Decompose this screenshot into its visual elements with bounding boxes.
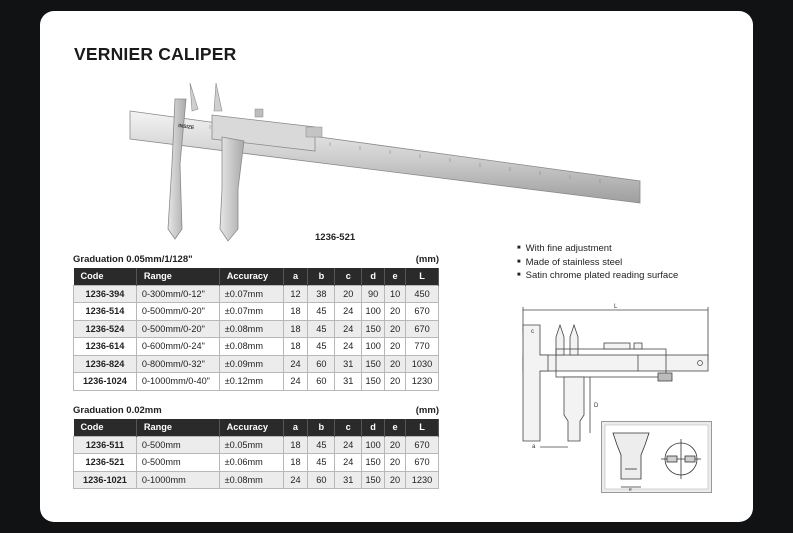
table-cell: 18 (283, 338, 308, 356)
table-cell: 24 (335, 454, 362, 472)
table-cell: 0-500mm (136, 436, 219, 454)
table-cell: 150 (362, 454, 385, 472)
caliper-photo (120, 69, 650, 249)
table-cell: 0-1000mm/0-40" (136, 373, 219, 391)
table-cell: 45 (308, 303, 335, 321)
table-row (74, 373, 439, 391)
code-cell: 1236-614 (74, 338, 137, 356)
code-cell: 1236-394 (74, 285, 137, 303)
table-cell: 60 (308, 373, 335, 391)
table-cell: 45 (308, 338, 335, 356)
table-cell: 24 (335, 320, 362, 338)
dim-label-L: L (614, 304, 618, 310)
code-cell: 1236-1024 (74, 373, 137, 391)
column-header-code: Code (74, 268, 137, 285)
section2-title: Graduation 0.02mm (73, 405, 162, 416)
code-cell: 1236-824 (74, 355, 137, 373)
table-cell: 45 (308, 436, 335, 454)
column-header-b: b (308, 419, 335, 436)
table-cell: 10 (385, 285, 406, 303)
table-cell: 670 (406, 303, 439, 321)
column-header-e: e (385, 268, 406, 285)
table-cell: 0-600mm/0-24" (136, 338, 219, 356)
table-cell: 18 (283, 320, 308, 338)
table-row (74, 471, 439, 489)
table-cell: 770 (406, 338, 439, 356)
table-cell: 20 (385, 454, 406, 472)
table-cell: 45 (308, 454, 335, 472)
table-cell: 20 (385, 355, 406, 373)
table-header-row (74, 419, 439, 436)
table-cell: 0-1000mm (136, 471, 219, 489)
table-cell: 18 (283, 303, 308, 321)
list-item: ■ Satin chrome plated reading surface (517, 269, 678, 283)
column-header-c: c (335, 419, 362, 436)
table-cell: 150 (362, 355, 385, 373)
column-header-c: c (335, 268, 362, 285)
model-label: 1236-521 (315, 232, 356, 243)
column-header-e: e (385, 419, 406, 436)
table-cell: 0-800mm/0-32" (136, 355, 219, 373)
dim-label-e: e (629, 487, 632, 493)
section1-unit: (mm) (415, 254, 439, 265)
table-row (74, 355, 439, 373)
table-cell: 18 (283, 454, 308, 472)
table-cell: 100 (362, 436, 385, 454)
table-cell: 0-500mm (136, 454, 219, 472)
table-cell: 20 (335, 285, 362, 303)
table-cell: 150 (362, 373, 385, 391)
table-cell: 20 (385, 303, 406, 321)
dim-label-d: D (594, 403, 599, 409)
table-cell: 0-500mm/0-20" (136, 303, 219, 321)
table-cell: 150 (362, 320, 385, 338)
table-cell: 90 (362, 285, 385, 303)
table-cell: 1230 (406, 471, 439, 489)
table-cell: 450 (406, 285, 439, 303)
feature-list (517, 242, 678, 283)
table-cell: ±0.08mm (219, 338, 283, 356)
code-cell: 1236-524 (74, 320, 137, 338)
table-cell: ±0.05mm (219, 436, 283, 454)
table-cell: ±0.07mm (219, 285, 283, 303)
column-header-range: Range (136, 419, 219, 436)
dim-label-a: a (532, 444, 536, 450)
table-cell: 20 (385, 320, 406, 338)
code-cell: 1236-521 (74, 454, 137, 472)
column-header-accuracy: Accuracy (219, 268, 283, 285)
table-cell: 24 (283, 471, 308, 489)
page-title: VERNIER CALIPER (74, 44, 237, 64)
table-cell: 24 (335, 303, 362, 321)
table-cell: ±0.07mm (219, 303, 283, 321)
code-cell: 1236-1021 (74, 471, 137, 489)
table-cell: 150 (362, 471, 385, 489)
table-cell: 0-500mm/0-20" (136, 320, 219, 338)
table-cell: 24 (335, 436, 362, 454)
table-cell: 60 (308, 471, 335, 489)
section1-title: Graduation 0.05mm/1/128" (73, 254, 193, 265)
column-header-range: Range (136, 268, 219, 285)
table-cell: 20 (385, 471, 406, 489)
table-cell: 20 (385, 436, 406, 454)
table-cell: 1230 (406, 373, 439, 391)
table-cell: 31 (335, 355, 362, 373)
table-cell: ±0.08mm (219, 471, 283, 489)
table-cell: 670 (406, 454, 439, 472)
table-cell: ±0.12mm (219, 373, 283, 391)
table-row (74, 338, 439, 356)
list-item: ■ With fine adjustment (517, 242, 678, 256)
column-header-accuracy: Accuracy (219, 419, 283, 436)
column-header-a: a (283, 268, 308, 285)
column-header-l: L (406, 268, 439, 285)
table-cell: ±0.08mm (219, 320, 283, 338)
table-cell: ±0.06mm (219, 454, 283, 472)
code-cell: 1236-514 (74, 303, 137, 321)
table-cell: 20 (385, 373, 406, 391)
table-cell: 24 (283, 373, 308, 391)
table-row (74, 454, 439, 472)
table-cell: 670 (406, 320, 439, 338)
table-cell: 24 (283, 355, 308, 373)
table-row (74, 436, 439, 454)
table-cell: 45 (308, 320, 335, 338)
spec-table-1 (73, 268, 439, 391)
table-cell: 670 (406, 436, 439, 454)
code-cell: 1236-511 (74, 436, 137, 454)
section2-unit: (mm) (415, 405, 439, 416)
table-cell: 0-300mm/0-12" (136, 285, 219, 303)
column-header-b: b (308, 268, 335, 285)
column-header-d: d (362, 419, 385, 436)
table-cell: 1030 (406, 355, 439, 373)
spec-table-2 (73, 419, 439, 489)
section1-heading (73, 254, 439, 265)
list-item: ■ Made of stainless steel (517, 256, 678, 270)
table-cell: 24 (335, 338, 362, 356)
table-cell: 100 (362, 338, 385, 356)
brand-logo: INSIZE (177, 123, 195, 132)
table-cell: 100 (362, 303, 385, 321)
table-cell: 12 (283, 285, 308, 303)
table-cell: 18 (283, 436, 308, 454)
section2-heading (73, 405, 439, 416)
column-header-a: a (283, 419, 308, 436)
table-cell: 20 (385, 338, 406, 356)
dim-label-c: c (531, 329, 534, 335)
table-row (74, 320, 439, 338)
table-cell: 60 (308, 355, 335, 373)
table-row (74, 285, 439, 303)
table-row (74, 303, 439, 321)
table-cell: 31 (335, 471, 362, 489)
column-header-d: d (362, 268, 385, 285)
column-header-code: Code (74, 419, 137, 436)
column-header-l: L (406, 419, 439, 436)
table-cell: 31 (335, 373, 362, 391)
table-header-row (74, 268, 439, 285)
product-card (40, 11, 753, 522)
table-cell: ±0.09mm (219, 355, 283, 373)
table-cell: 38 (308, 285, 335, 303)
jaw-detail-inset (601, 421, 712, 493)
